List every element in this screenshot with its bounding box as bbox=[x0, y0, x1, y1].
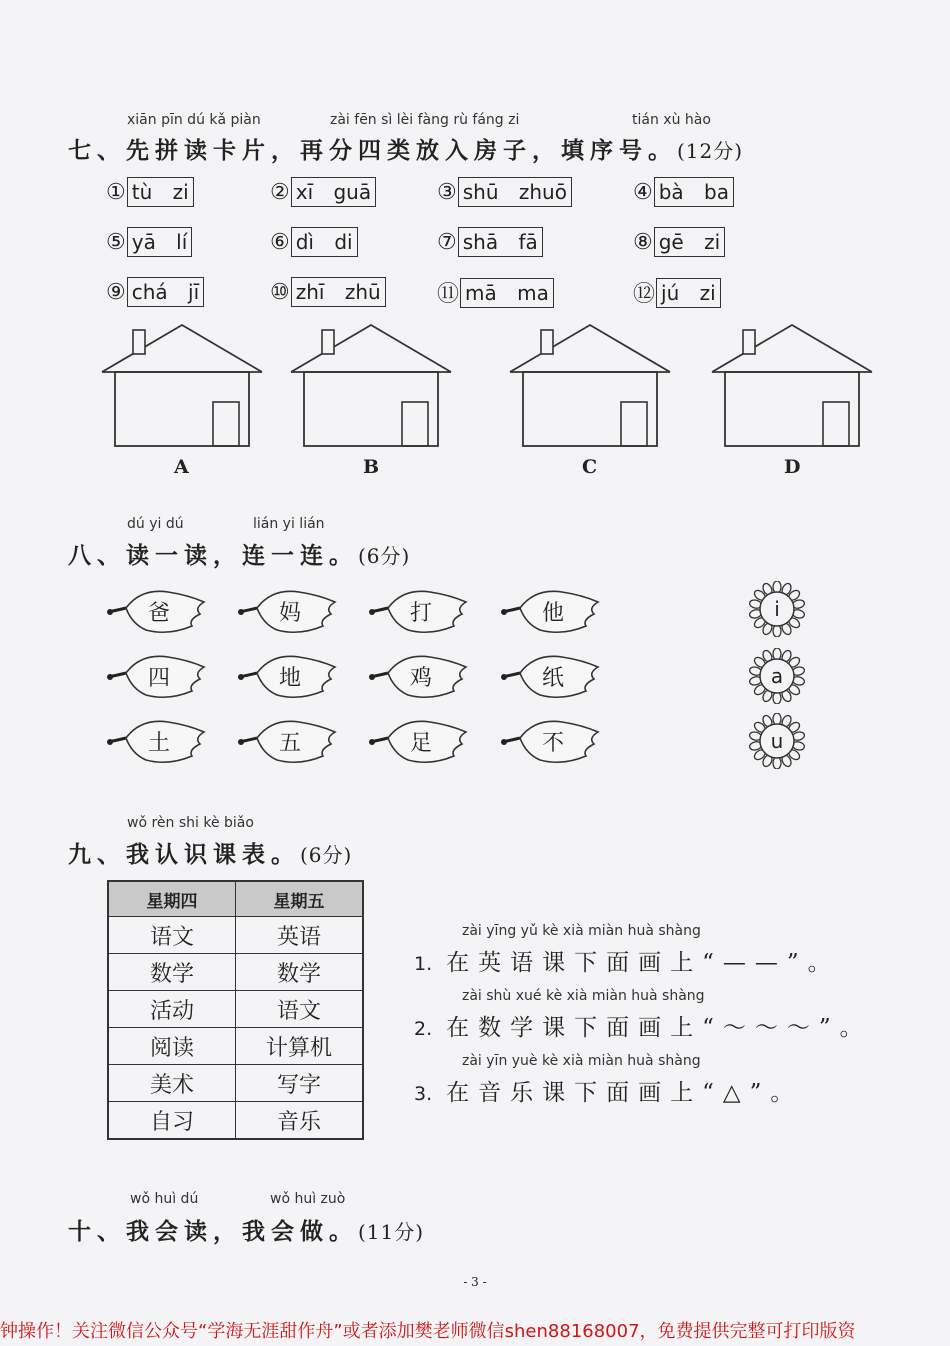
leaf-card bbox=[368, 586, 472, 636]
pinyin-card bbox=[437, 177, 572, 207]
instruction-2-pinyin: zài shù xué kè xià miàn huà shàng bbox=[462, 988, 705, 1004]
house-label: D bbox=[784, 456, 801, 478]
flower-letter: i bbox=[774, 597, 780, 621]
q9-pinyin: wǒ rèn shi kè biǎo bbox=[127, 815, 254, 831]
q7-pinyin-2: zài fēn sì lèi fàng rù fáng zi bbox=[330, 112, 520, 128]
card-number: ⑥ bbox=[270, 229, 290, 255]
house-label: A bbox=[174, 456, 189, 478]
table-cell: 数学 bbox=[236, 954, 364, 991]
card-number: ⑨ bbox=[106, 279, 126, 305]
card-pinyin: jú zi bbox=[656, 278, 721, 308]
leaf-character: 土 bbox=[147, 731, 170, 756]
leaf-character: 他 bbox=[541, 601, 564, 626]
q7-pinyin-3: tián xù hào bbox=[632, 112, 711, 128]
card-number: ① bbox=[106, 179, 126, 205]
q8-score: (6分) bbox=[358, 544, 411, 568]
table-row bbox=[108, 1102, 363, 1140]
leaf-character: 鸡 bbox=[409, 666, 432, 691]
instruction-1-pinyin: zài yīng yǔ kè xià miàn huà shàng bbox=[462, 923, 701, 939]
table-row bbox=[108, 1065, 363, 1102]
instruction-3-number: 3. bbox=[414, 1083, 433, 1105]
flower-card bbox=[749, 713, 805, 769]
table-cell: 美术 bbox=[108, 1065, 236, 1102]
q10-pinyin-1: wǒ huì dú bbox=[130, 1191, 199, 1207]
q8-pinyin-2: lián yi lián bbox=[253, 516, 325, 532]
pinyin-card bbox=[633, 177, 734, 207]
card-number: ② bbox=[270, 179, 290, 205]
instruction-3-text: 在音乐课下面画上“△”。 bbox=[446, 1080, 803, 1106]
pinyin-card bbox=[270, 227, 358, 257]
house-label: C bbox=[582, 456, 598, 478]
table-cell: 语文 bbox=[108, 917, 236, 954]
flower-card bbox=[749, 648, 805, 704]
q10-score: (11分) bbox=[358, 1220, 425, 1244]
house-d-icon bbox=[707, 320, 877, 450]
q8-pinyin-1: dú yi dú bbox=[127, 516, 184, 532]
card-pinyin: yā lí bbox=[127, 227, 193, 257]
table-header-row bbox=[108, 881, 363, 917]
leaf-card bbox=[106, 586, 210, 636]
card-pinyin: tù zi bbox=[127, 177, 194, 207]
card-pinyin: bà ba bbox=[654, 177, 734, 207]
table-cell: 活动 bbox=[108, 991, 236, 1028]
leaf-card bbox=[237, 716, 341, 766]
instruction-1 bbox=[414, 944, 840, 977]
q7-pinyin-1: xiān pīn dú kǎ piàn bbox=[127, 112, 261, 128]
leaf-card bbox=[106, 716, 210, 766]
leaf-character: 足 bbox=[409, 731, 432, 756]
table-cell: 数学 bbox=[108, 954, 236, 991]
q9-title: 九、我认识课表。(6分) bbox=[68, 841, 353, 868]
instruction-2-text: 在数学课下面画上“～～～”。 bbox=[446, 1015, 872, 1041]
flower-card bbox=[749, 581, 805, 637]
pinyin-card bbox=[106, 277, 204, 307]
instruction-2 bbox=[414, 1009, 872, 1042]
q8-title: 八、读一读，连一连。(6分) bbox=[68, 542, 411, 569]
pinyin-card bbox=[106, 177, 194, 207]
card-pinyin: shū zhuō bbox=[458, 177, 572, 207]
leaf-card bbox=[237, 586, 341, 636]
flower-letter: a bbox=[770, 664, 784, 688]
leaf-character: 纸 bbox=[541, 666, 564, 691]
card-pinyin: xī guā bbox=[291, 177, 376, 207]
leaf-character: 不 bbox=[541, 731, 564, 756]
schedule-table bbox=[107, 880, 364, 1140]
instruction-3-pinyin: zài yīn yuè kè xià miàn huà shàng bbox=[462, 1053, 701, 1069]
table-cell: 语文 bbox=[236, 991, 364, 1028]
card-number: ⑧ bbox=[633, 229, 653, 255]
q7-title: 七、先拼读卡片，再分四类放入房子，填序号。(12分) bbox=[68, 137, 744, 164]
q10-pinyin-2: wǒ huì zuò bbox=[270, 1191, 346, 1207]
table-header: 星期五 bbox=[236, 881, 364, 917]
instruction-3 bbox=[414, 1074, 802, 1107]
card-pinyin: dì di bbox=[291, 227, 358, 257]
card-number: ⑦ bbox=[437, 229, 457, 255]
card-number: ⑫ bbox=[633, 282, 656, 307]
card-number: ④ bbox=[633, 179, 653, 205]
q10-title: 十、我会读，我会做。(11分) bbox=[68, 1218, 425, 1245]
footer-banner: 钟操作！关注微信公众号“学海无涯甜作舟”或者添加樊老师微信shen88168007，免费提供完整可打印版资 bbox=[0, 1321, 856, 1342]
table-cell: 阅读 bbox=[108, 1028, 236, 1065]
table-row bbox=[108, 917, 363, 954]
instruction-2-number: 2. bbox=[414, 1018, 433, 1040]
pinyin-card bbox=[106, 227, 192, 257]
table-cell: 自习 bbox=[108, 1102, 236, 1140]
leaf-card bbox=[237, 651, 341, 701]
house-a-icon bbox=[97, 320, 267, 450]
pinyin-card bbox=[437, 277, 554, 308]
leaf-card bbox=[106, 651, 210, 701]
house-c-icon bbox=[505, 320, 675, 450]
table-row bbox=[108, 954, 363, 991]
leaf-character: 五 bbox=[278, 731, 301, 756]
card-number: ⑤ bbox=[106, 229, 126, 255]
instruction-1-number: 1. bbox=[414, 953, 433, 975]
card-number: ⑩ bbox=[270, 279, 290, 305]
pinyin-card bbox=[437, 227, 543, 257]
card-pinyin: chá jī bbox=[127, 277, 204, 307]
leaf-card bbox=[368, 716, 472, 766]
house-label: B bbox=[363, 456, 380, 478]
leaf-character: 爸 bbox=[147, 601, 170, 626]
house-b-icon bbox=[286, 320, 456, 450]
q9-score: (6分) bbox=[300, 843, 353, 867]
table-cell: 计算机 bbox=[236, 1028, 364, 1065]
card-pinyin: shā fā bbox=[458, 227, 543, 257]
card-pinyin: gē zi bbox=[654, 227, 725, 257]
leaf-character: 四 bbox=[147, 666, 170, 691]
leaf-character: 地 bbox=[278, 666, 301, 691]
pinyin-card bbox=[633, 227, 725, 257]
pinyin-card bbox=[270, 277, 386, 307]
card-pinyin: zhī zhū bbox=[291, 277, 386, 307]
table-row bbox=[108, 1028, 363, 1065]
page-number: - 3 - bbox=[463, 1275, 487, 1289]
pinyin-card bbox=[633, 277, 721, 308]
leaf-card bbox=[500, 716, 604, 766]
card-pinyin: mā ma bbox=[460, 278, 554, 308]
card-number: ⑪ bbox=[437, 282, 460, 307]
card-number: ③ bbox=[437, 179, 457, 205]
table-cell: 音乐 bbox=[236, 1102, 364, 1140]
leaf-card bbox=[368, 651, 472, 701]
table-cell: 英语 bbox=[236, 917, 364, 954]
flower-letter: u bbox=[770, 729, 784, 753]
table-header: 星期四 bbox=[108, 881, 236, 917]
table-cell: 写字 bbox=[236, 1065, 364, 1102]
leaf-character: 妈 bbox=[278, 601, 301, 626]
instruction-1-text: 在英语课下面画上“——”。 bbox=[446, 950, 840, 976]
pinyin-card bbox=[270, 177, 376, 207]
leaf-card bbox=[500, 651, 604, 701]
q7-score: (12分) bbox=[677, 139, 744, 163]
leaf-character: 打 bbox=[409, 601, 432, 626]
table-row bbox=[108, 991, 363, 1028]
leaf-card bbox=[500, 586, 604, 636]
